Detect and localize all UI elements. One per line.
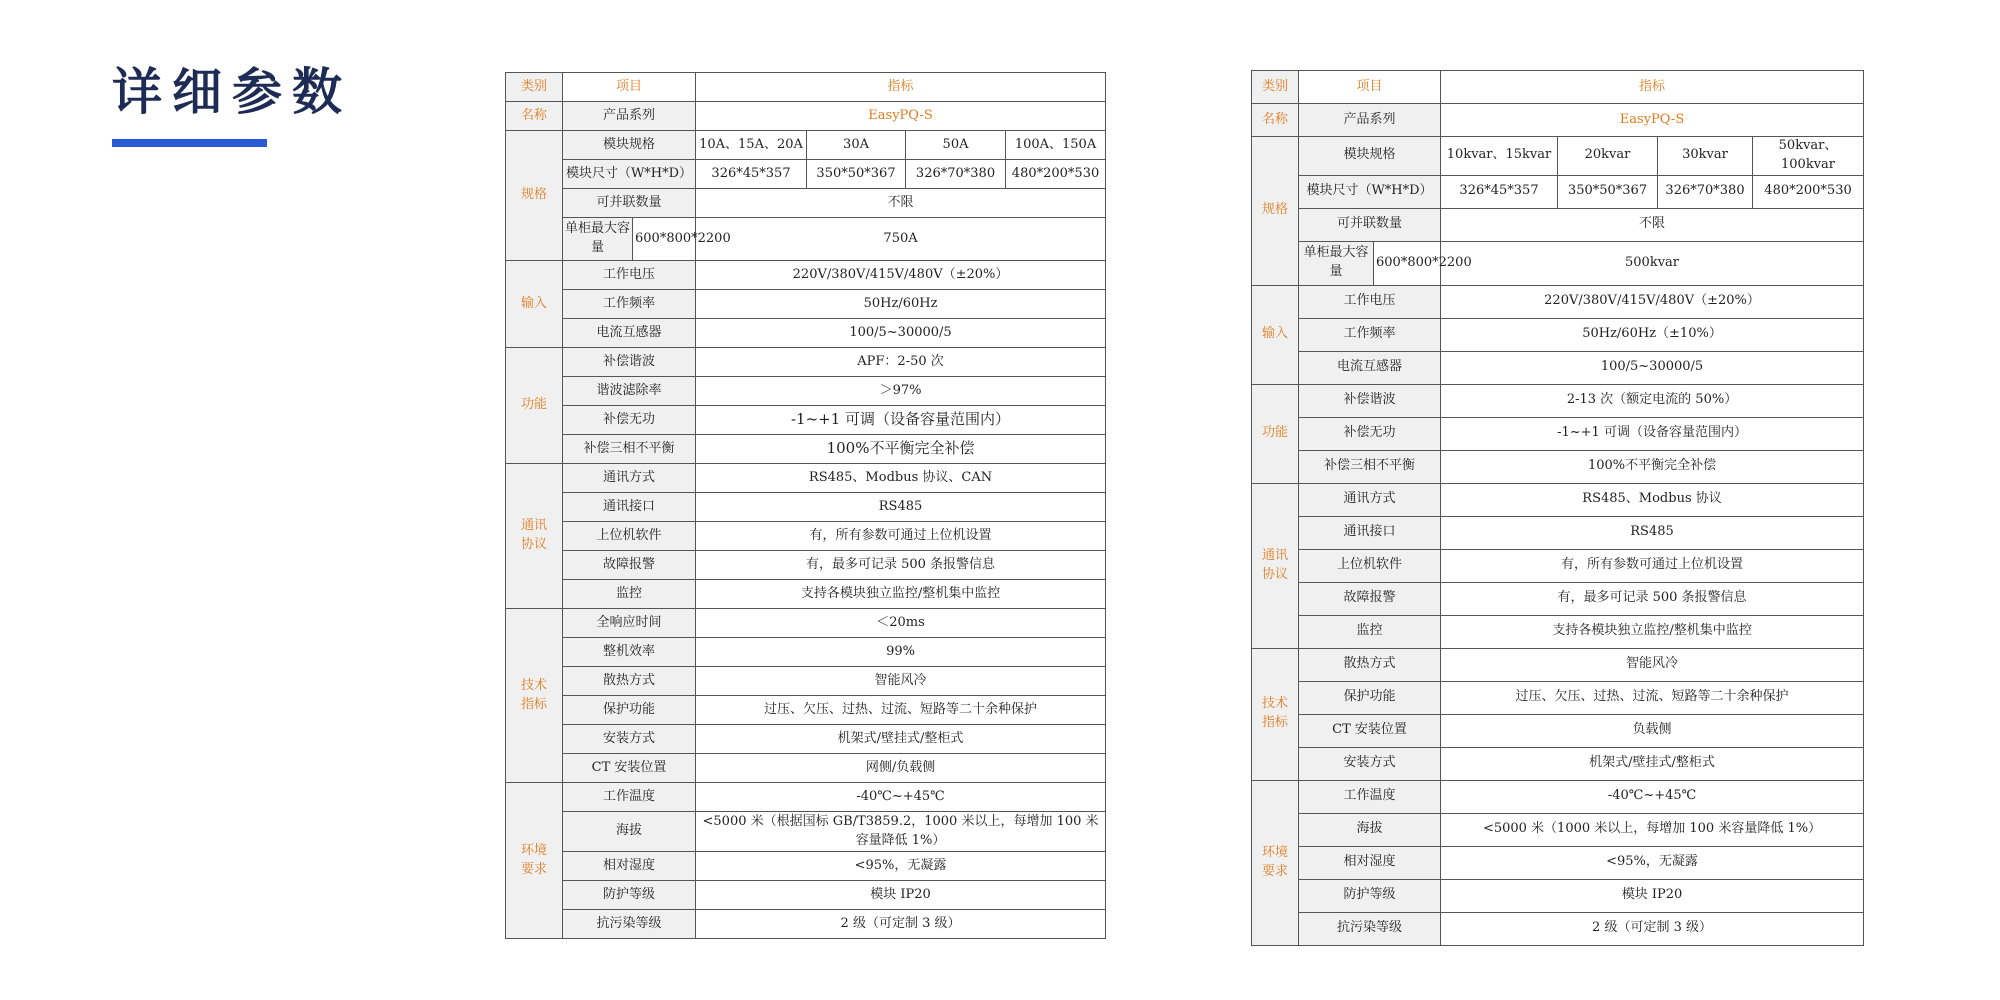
table-row [1252,175,1864,208]
cell-value: 350*50*367 [807,160,906,189]
cell-value: 326*70*380 [906,160,1006,189]
item-label: 抗污染等级 [1299,912,1441,945]
item-label: 补偿谐波 [563,348,696,377]
category-label: 功能 [506,348,563,464]
cell-value: 100%不平衡完全补偿 [1441,450,1864,483]
item-label: 海拔 [563,812,696,852]
category-name: 名称 [506,102,563,131]
item-label: 谐波滤除率 [563,377,696,406]
product-series-value: EasyPQ-S [1441,104,1864,137]
table-row [1252,681,1864,714]
table-row [506,102,1106,131]
item-label: 安装方式 [563,725,696,754]
table-row [1252,747,1864,780]
item-label: CT 安装位置 [1299,714,1441,747]
item-label: 海拔 [1299,813,1441,846]
table-row [506,881,1106,910]
cell-value: 2-13 次（额定电流的 50%） [1441,384,1864,417]
cell-value: APF：2-50 次 [696,348,1106,377]
category-label: 技术 指标 [506,609,563,783]
table-row [506,189,1106,218]
cell-value: 20kvar [1558,137,1658,176]
section-comm [506,464,1106,609]
item-label: 工作电压 [1299,285,1441,318]
category-name: 名称 [1252,104,1299,137]
category-specs: 规格 [1252,137,1299,286]
section-function [506,348,1106,464]
table-row [506,377,1106,406]
product-series-value: EasyPQ-S [696,102,1106,131]
item-label: 可并联数量 [563,189,696,218]
table-row [506,696,1106,725]
cell-value: RS485 [1441,516,1864,549]
table-row [506,493,1106,522]
item-label: 安装方式 [1299,747,1441,780]
section-tech [1252,648,1864,780]
cell-value: 99% [696,638,1106,667]
table-row [506,910,1106,939]
cell-value: 有，所有参数可通过上位机设置 [696,522,1106,551]
table-header-row [1252,71,1864,104]
item-label: 补偿三相不平衡 [1299,450,1441,483]
section-function [1252,384,1864,483]
section-env [506,783,1106,939]
cell-value: ＞97% [696,377,1106,406]
table-row [1252,450,1864,483]
item-label: 工作电压 [563,261,696,290]
table-row [506,783,1106,812]
category-label: 功能 [1252,384,1299,483]
cell-value: 50Hz/60Hz [696,290,1106,319]
table-row [506,852,1106,881]
header-spec: 指标 [1441,71,1864,104]
item-label: 防护等级 [563,881,696,910]
item-label: 散热方式 [563,667,696,696]
cell-value: ＜20ms [696,609,1106,638]
table-row [506,218,1106,261]
table-header-row [506,73,1106,102]
cell-value: 2 级（可定制 3 级） [696,910,1106,939]
table-row [1252,615,1864,648]
cell-value: 50Hz/60Hz（±10%） [1441,318,1864,351]
item-label: CT 安装位置 [563,754,696,783]
item-label: 全响应时间 [563,609,696,638]
cell-value: 机架式/壁挂式/整柜式 [1441,747,1864,780]
item-label: 模块尺寸（W*H*D） [1299,175,1441,208]
table-row [1252,384,1864,417]
table-row [1252,104,1864,137]
item-label: 单柜最大容量 [1299,241,1374,285]
cell-value: <5000 米（1000 米以上，每增加 100 米容量降低 1%） [1441,813,1864,846]
table-row [506,522,1106,551]
category-label: 通讯 协议 [1252,483,1299,648]
table-row [1252,846,1864,879]
table-row [1252,879,1864,912]
table-row [1252,912,1864,945]
title-underline [112,139,267,147]
cell-value: 326*70*380 [1658,175,1753,208]
table-row [506,160,1106,189]
table-row [1252,137,1864,176]
item-label: 工作温度 [563,783,696,812]
item-label: 防护等级 [1299,879,1441,912]
cell-value: 750A [696,218,1106,261]
cell-value: 智能风冷 [696,667,1106,696]
cell-sub-value: 600*800*2200 [633,218,696,261]
item-label: 补偿谐波 [1299,384,1441,417]
item-label: 保护功能 [1299,681,1441,714]
item-label: 通讯方式 [563,464,696,493]
cell-value: 模块 IP20 [1441,879,1864,912]
cell-value: 过压、欠压、过热、过流、短路等二十余种保护 [1441,681,1864,714]
cell-value: 负载侧 [1441,714,1864,747]
table-row [506,406,1106,435]
cell-value: 100/5~30000/5 [1441,351,1864,384]
item-label: 补偿无功 [1299,417,1441,450]
page-title: 详细参数 [112,63,352,121]
cell-value: 智能风冷 [1441,648,1864,681]
section-tech [506,609,1106,783]
cell-value: <95%，无凝露 [696,852,1106,881]
header-spec: 指标 [696,73,1106,102]
cell-value: <95%，无凝露 [1441,846,1864,879]
cell-value: 100%不平衡完全补偿 [696,435,1106,464]
table-row [506,609,1106,638]
cell-value: RS485、Modbus 协议 [1441,483,1864,516]
table-row [506,725,1106,754]
cell-value: RS485、Modbus 协议、CAN [696,464,1106,493]
table-row [506,638,1106,667]
item-label: 相对湿度 [1299,846,1441,879]
table-row [1252,208,1864,241]
cell-value: 支持各模块独立监控/整机集中监控 [1441,615,1864,648]
category-label: 输入 [1252,285,1299,384]
table-row [506,261,1106,290]
cell-value: 网侧/负载侧 [696,754,1106,783]
cell-value: 2 级（可定制 3 级） [1441,912,1864,945]
item-label: 工作温度 [1299,780,1441,813]
item-label: 工作频率 [1299,318,1441,351]
cell-value: 机架式/壁挂式/整柜式 [696,725,1106,754]
spec-table-left [505,72,1106,939]
cell-value: -1~+1 可调（设备容量范围内） [1441,417,1864,450]
cell-value: 不限 [1441,208,1864,241]
item-label: 补偿三相不平衡 [563,435,696,464]
item-label: 上位机软件 [1299,549,1441,582]
item-label: 整机效率 [563,638,696,667]
cell-value: -40℃~+45℃ [696,783,1106,812]
category-specs: 规格 [506,131,563,261]
header-category: 类别 [1252,71,1299,104]
cell-value: 326*45*357 [696,160,807,189]
table-row [1252,516,1864,549]
item-label: 工作频率 [563,290,696,319]
item-label: 模块尺寸（W*H*D） [563,160,696,189]
category-label: 环境 要求 [506,783,563,939]
item-label: 抗污染等级 [563,910,696,939]
table-row [1252,351,1864,384]
cell-value: 10kvar、15kvar [1441,137,1558,176]
item-label: 可并联数量 [1299,208,1441,241]
section-input [506,261,1106,348]
table-row [1252,582,1864,615]
cell-value: 350*50*367 [1558,175,1658,208]
item-label: 散热方式 [1299,648,1441,681]
table-row [506,435,1106,464]
table-row [506,319,1106,348]
cell-value: 10A、15A、20A [696,131,807,160]
cell-value: 220V/380V/415V/480V（±20%） [1441,285,1864,318]
header-item: 项目 [563,73,696,102]
item-label: 产品系列 [1299,104,1441,137]
cell-value: 30A [807,131,906,160]
cell-value: <5000 米（根据国标 GB/T3859.2，1000 米以上，每增加 100 米容量降低 1%） [696,812,1106,852]
item-label: 模块规格 [563,131,696,160]
table-row [1252,648,1864,681]
item-label: 通讯接口 [563,493,696,522]
cell-value: 30kvar [1658,137,1753,176]
table-row [1252,714,1864,747]
cell-value: 模块 IP20 [696,881,1106,910]
table-row [506,348,1106,377]
cell-value: 有，最多可记录 500 条报警信息 [1441,582,1864,615]
table-row [1252,813,1864,846]
item-label: 故障报警 [1299,582,1441,615]
category-label: 技术 指标 [1252,648,1299,780]
cell-sub-value: 600*800*2200 [1374,241,1441,285]
item-label: 上位机软件 [563,522,696,551]
table-row [1252,285,1864,318]
cell-value: 480*200*530 [1753,175,1864,208]
section-comm [1252,483,1864,648]
header-item: 项目 [1299,71,1441,104]
table-row [1252,241,1864,285]
cell-value: 220V/380V/415V/480V（±20%） [696,261,1106,290]
cell-value: 50A [906,131,1006,160]
cell-value: 过压、欠压、过热、过流、短路等二十余种保护 [696,696,1106,725]
item-label: 保护功能 [563,696,696,725]
table-row [1252,417,1864,450]
cell-value: RS485 [696,493,1106,522]
table-row [506,812,1106,852]
item-label: 故障报警 [563,551,696,580]
table-row [506,131,1106,160]
item-label: 相对湿度 [563,852,696,881]
item-label: 产品系列 [563,102,696,131]
table-row [506,754,1106,783]
category-label: 输入 [506,261,563,348]
item-label: 通讯方式 [1299,483,1441,516]
category-label: 通讯 协议 [506,464,563,609]
cell-value: 不限 [696,189,1106,218]
cell-value: -40℃~+45℃ [1441,780,1864,813]
table-row [506,667,1106,696]
cell-value: 500kvar [1441,241,1864,285]
spec-table-right [1251,70,1864,946]
item-label: 单柜最大容量 [563,218,633,261]
table-row [1252,483,1864,516]
cell-value: -1~+1 可调（设备容量范围内） [696,406,1106,435]
item-label: 模块规格 [1299,137,1441,176]
item-label: 电流互感器 [563,319,696,348]
table-row [506,551,1106,580]
table-row [1252,549,1864,582]
item-label: 监控 [563,580,696,609]
table-row [506,464,1106,493]
category-label: 环境 要求 [1252,780,1299,945]
cell-value: 480*200*530 [1006,160,1106,189]
table-row [1252,780,1864,813]
table-row [506,580,1106,609]
cell-value: 100/5~30000/5 [696,319,1106,348]
cell-value: 支持各模块独立监控/整机集中监控 [696,580,1106,609]
cell-value: 有，所有参数可通过上位机设置 [1441,549,1864,582]
header-category: 类别 [506,73,563,102]
item-label: 通讯接口 [1299,516,1441,549]
cell-value: 有，最多可记录 500 条报警信息 [696,551,1106,580]
cell-value: 326*45*357 [1441,175,1558,208]
cell-value: 50kvar、100kvar [1753,137,1864,176]
cell-value: 100A、150A [1006,131,1106,160]
table-row [506,290,1106,319]
item-label: 补偿无功 [563,406,696,435]
table-row [1252,318,1864,351]
section-env [1252,780,1864,945]
item-label: 电流互感器 [1299,351,1441,384]
item-label: 监控 [1299,615,1441,648]
section-input [1252,285,1864,384]
